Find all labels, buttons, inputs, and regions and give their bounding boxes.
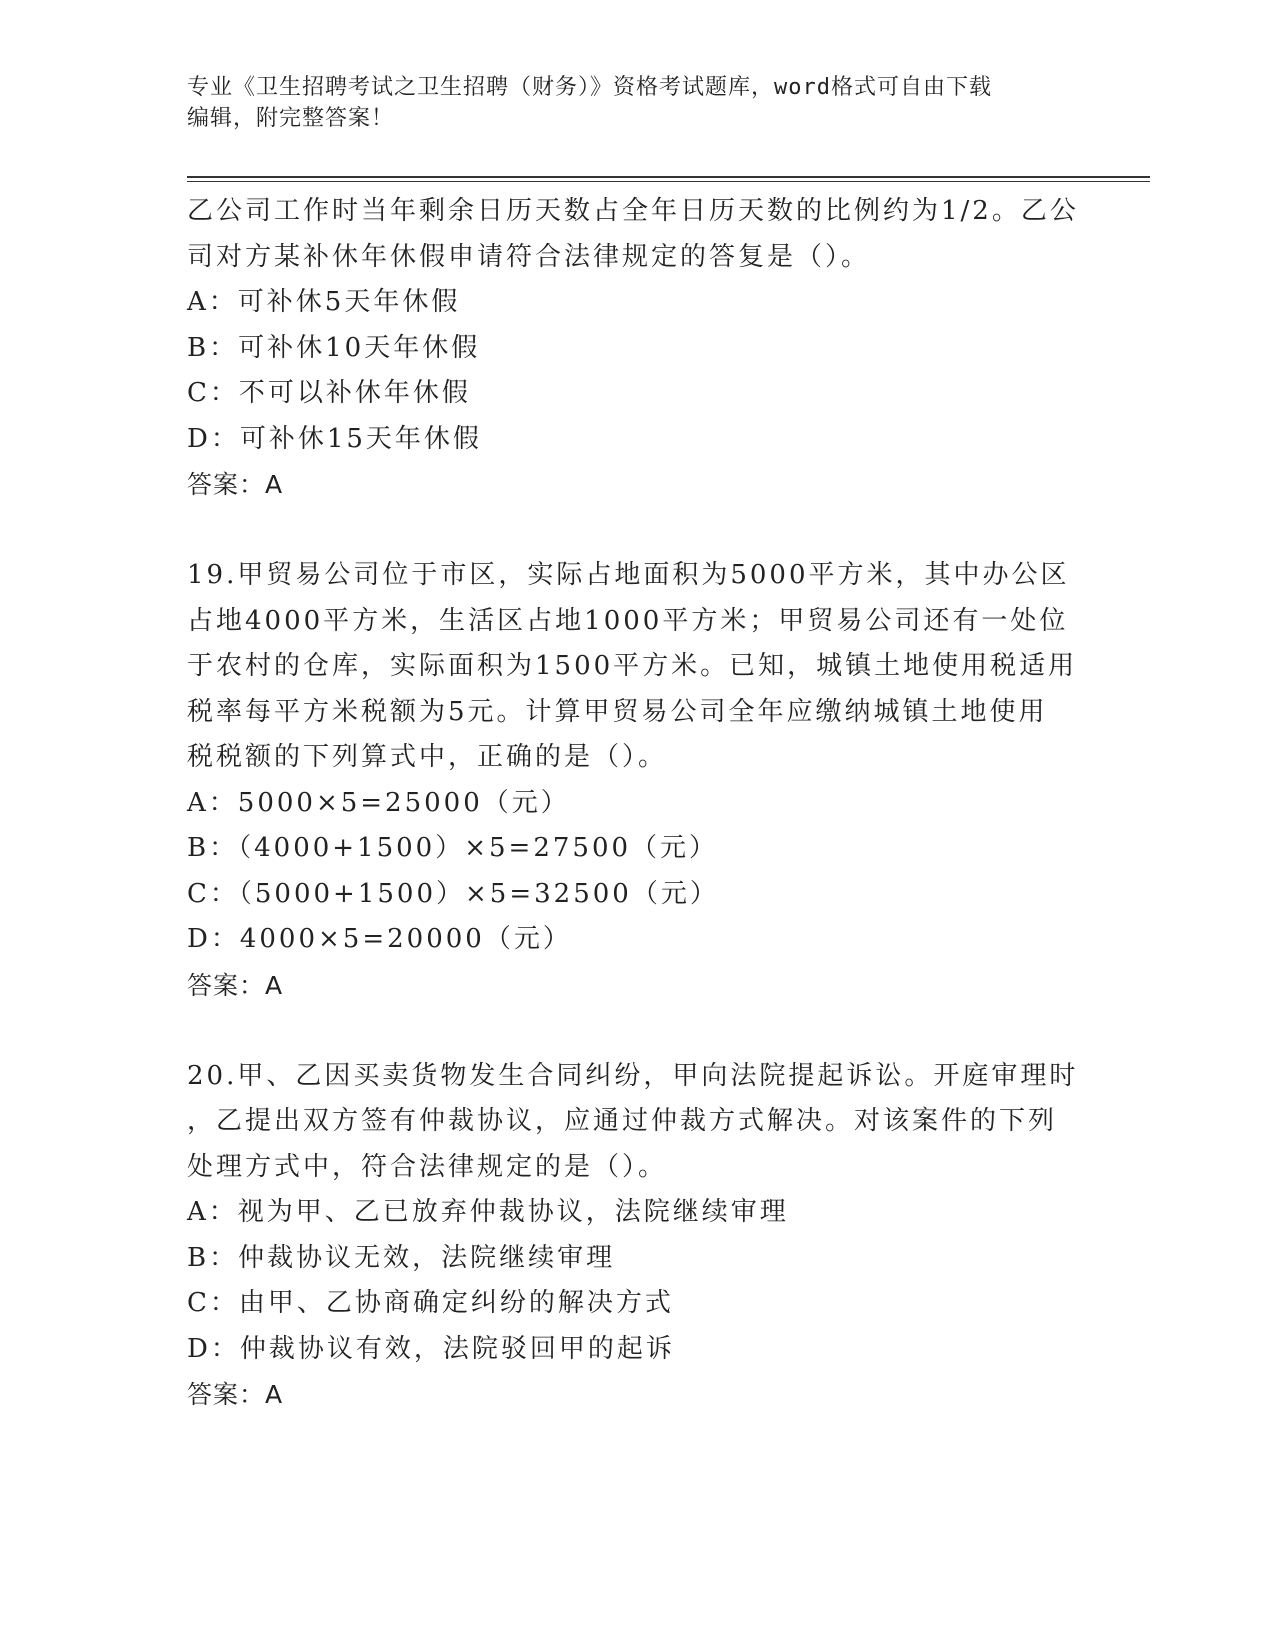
- option-a: A：可补休5天年休假: [187, 287, 461, 317]
- question-stem-line: 税率每平方米税额为5元。计算甲贸易公司全年应缴纳城镇土地使用: [187, 696, 1048, 727]
- spacer: [187, 508, 1087, 554]
- header-divider-thin: [187, 181, 1150, 182]
- question-stem-line: 税税额的下列算式中，正确的是（）。: [187, 742, 668, 772]
- answer-line: 答案：A: [187, 470, 284, 499]
- question-stem-line: 19.甲贸易公司位于市区，实际占地面积为5000平方米，其中办公区: [187, 560, 1070, 590]
- document-body: [187, 189, 1087, 1418]
- option-a: A：视为甲、乙已放弃仲裁协议，法院继续审理: [187, 1197, 789, 1227]
- question-stem-line: 20.甲、乙因买卖货物发生合同纠纷，甲向法院提起诉讼。开庭审理时: [187, 1060, 1079, 1091]
- header-divider: [187, 176, 1150, 178]
- option-c: C：（5000+1500）×5=32500（元）: [187, 878, 719, 909]
- question-stem-line: 处理方式中，符合法律规定的是（）。: [187, 1151, 668, 1182]
- header-title-line2: 编辑，附完整答案！: [187, 106, 395, 131]
- question-stem-line: 乙公司工作时当年剩余日历天数占全年日历天数的比例约为1/2。乙公: [187, 196, 1079, 226]
- answer-line: 答案：A: [187, 970, 284, 1000]
- question-18: [187, 189, 1087, 508]
- question-20: [187, 1054, 1087, 1418]
- option-c: C：由甲、乙协商确定纠纷的解决方式: [187, 1288, 674, 1318]
- option-d: D：仲裁协议有效，法院驳回甲的起诉: [187, 1333, 675, 1364]
- page-header: [187, 72, 1087, 134]
- option-b: B：仲裁协议无效，法院继续审理: [187, 1242, 616, 1273]
- question-stem-line: 于农村的仓库，实际面积为1500平方米。已知，城镇土地使用税适用: [187, 651, 1078, 681]
- spacer: [187, 1008, 1087, 1054]
- option-d: D：可补休15天年休假: [187, 423, 482, 454]
- option-b: B：可补休10天年休假: [187, 332, 481, 363]
- question-stem-line: 司对方某补休年休假申请符合法律规定的答复是（）。: [187, 241, 871, 272]
- option-b: B：（4000+1500）×5=27500（元）: [187, 833, 719, 863]
- question-stem-line: ，乙提出双方签有仲裁协议，应通过仲裁方式解决。对该案件的下列: [187, 1106, 1058, 1136]
- answer-line: 答案：A: [187, 1380, 284, 1409]
- option-a: A：5000×5=25000（元）: [187, 787, 570, 818]
- question-stem-line: 占地4000平方米，生活区占地1000平方米；甲贸易公司还有一处位: [187, 605, 1069, 636]
- header-title-line1: 专业《卫生招聘考试之卫生招聘（财务）》资格考试题库，word格式可自由下载: [187, 75, 992, 100]
- option-c: C：不可以补休年休假: [187, 378, 471, 408]
- question-19: [187, 553, 1087, 1008]
- option-d: D：4000×5=20000（元）: [187, 924, 572, 954]
